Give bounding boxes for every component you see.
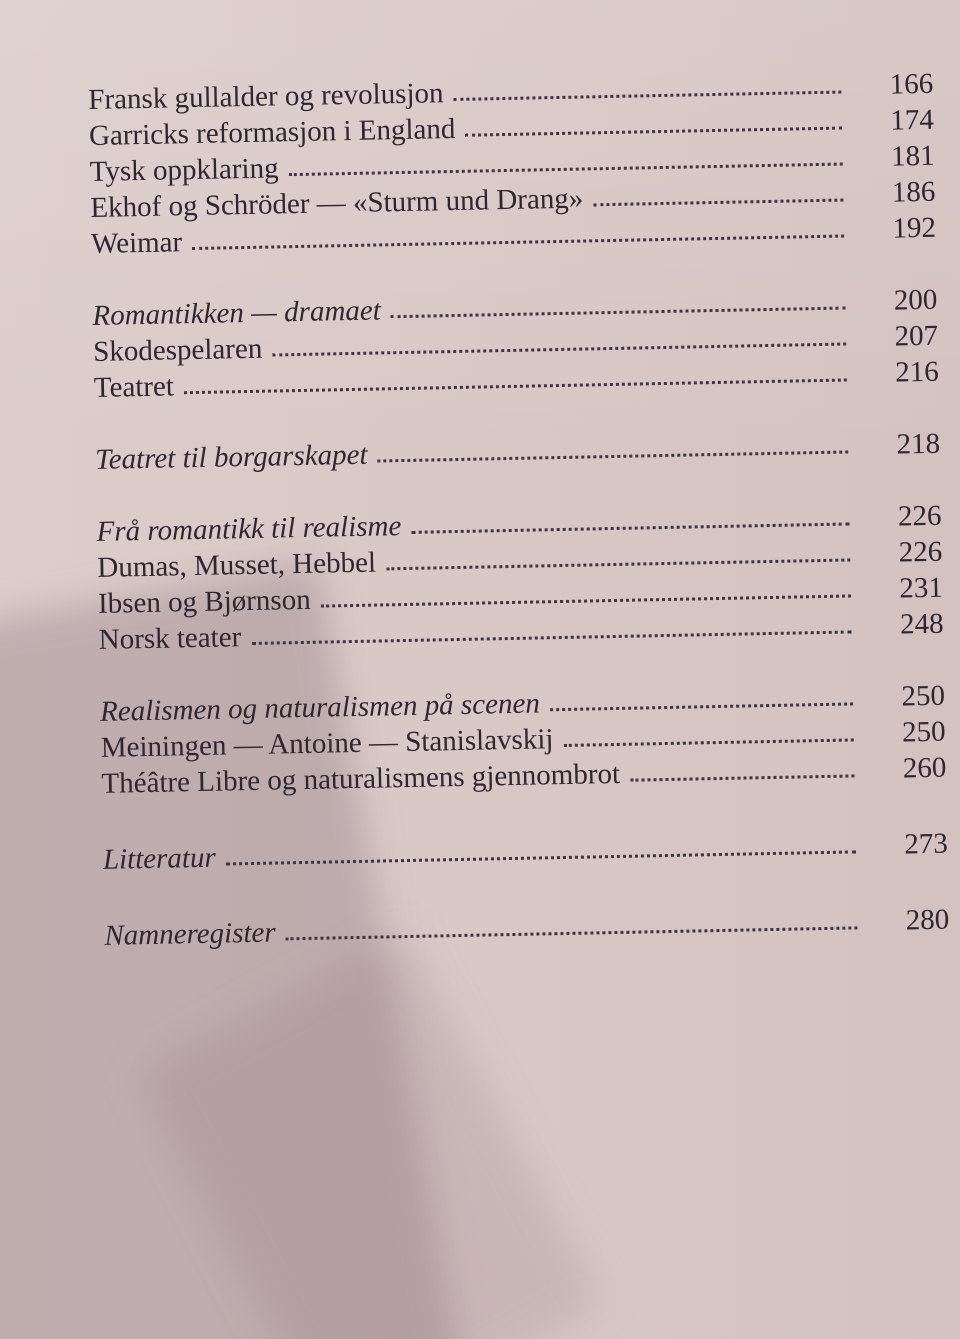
dot-leader [593, 199, 843, 207]
toc-entry-page: 273 [903, 827, 949, 861]
dot-leader [386, 558, 850, 570]
toc-entry-page: 218 [896, 427, 941, 461]
toc-entry-title: Litteratur [102, 841, 217, 876]
toc-entry-page: 226 [897, 499, 942, 533]
toc-entry-page: 166 [889, 67, 934, 101]
toc-entry-title: Skodespelaren [92, 332, 263, 368]
toc-entry-title: Frå romantikk til realisme [96, 510, 402, 548]
toc-entry-page: 200 [893, 283, 938, 317]
dot-leader [321, 594, 851, 607]
toc-entry-title: Norsk teater [98, 621, 242, 656]
toc-entry-page: 207 [894, 319, 939, 353]
toc-entry-title: Tysk oppklaring [89, 152, 279, 188]
dot-leader [454, 91, 842, 101]
toc-entry-title: Garricks reformasjon i England [88, 112, 456, 152]
toc-entry-page: 250 [901, 679, 946, 713]
toc-entry-page: 216 [894, 355, 940, 389]
toc-entry-page: 231 [899, 571, 944, 605]
toc-entry-title: Théâtre Libre og naturalismens gjennombrot [101, 757, 621, 800]
dot-leader [465, 127, 842, 137]
toc-entry-title: Dumas, Musset, Hebbel [97, 546, 377, 584]
dot-leader [184, 378, 847, 394]
dot-leader [289, 163, 843, 177]
dot-leader [251, 630, 851, 645]
toc-entry-page: 186 [891, 175, 936, 209]
table-of-contents [88, 66, 950, 954]
toc-entry-title: Realismen og naturalismen på scenen [99, 687, 541, 728]
dot-leader [563, 738, 853, 747]
toc-entry-title: Namneregister [104, 916, 276, 952]
dot-leader [630, 774, 854, 781]
toc-entry-page: 192 [892, 211, 937, 245]
toc-entry-page: 260 [902, 751, 947, 785]
toc-entry-title: Teatret til borgarskapet [94, 438, 368, 476]
toc-entry-page: 248 [899, 607, 944, 641]
toc-entry-title: Meiningen — Antoine — Stanislavskij [100, 723, 554, 764]
toc-entry-title: Romantikken — dramaet [92, 294, 382, 332]
toc-entry-page: 226 [898, 535, 943, 569]
toc-entry-title: Weimar [90, 226, 183, 260]
dot-leader [272, 342, 846, 356]
dot-leader [192, 235, 844, 251]
toc-entry-title: Fransk gullalder og revolusjon [88, 77, 444, 116]
dot-leader [286, 926, 858, 940]
toc-entry-page: 181 [890, 139, 935, 173]
toc-entry-page: 174 [890, 103, 935, 137]
dot-leader [378, 450, 849, 462]
toc-entry-page: 250 [901, 715, 946, 749]
toc-entry-title: Teatret [93, 370, 175, 404]
toc-entry-title: Ibsen og Bjørnson [97, 583, 311, 620]
toc-entry-page: 280 [905, 903, 950, 937]
dot-leader [226, 850, 856, 865]
dot-leader [391, 307, 846, 319]
dot-leader [550, 702, 853, 711]
dot-leader [411, 522, 849, 533]
toc-entry-title: Ekhof og Schröder — «Sturm und Drang» [90, 182, 584, 224]
